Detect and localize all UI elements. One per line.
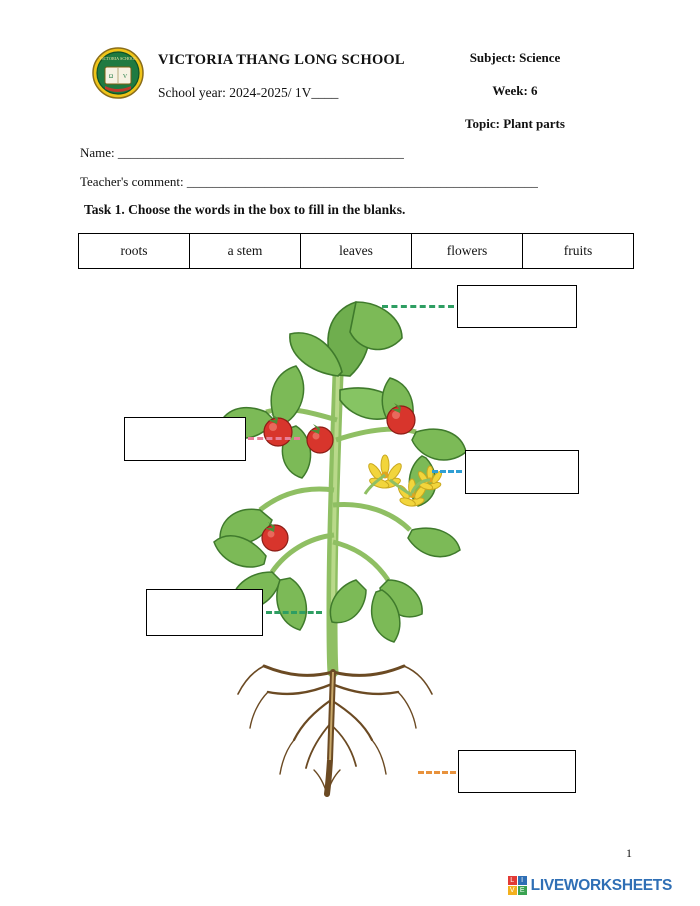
tomato-plant-illustration xyxy=(180,280,510,800)
liveworksheets-logo xyxy=(508,876,672,895)
page-number: 1 xyxy=(626,846,632,860)
teacher-comment-field[interactable] xyxy=(80,174,538,190)
week-label: Week: 6 xyxy=(492,83,538,98)
connector-line-top xyxy=(382,305,454,308)
tile-v: V xyxy=(508,886,517,895)
word-bank-cell-leaves[interactable]: leaves xyxy=(301,234,412,269)
answer-box-left-lower[interactable] xyxy=(146,589,263,636)
liveworksheets-tiles-icon xyxy=(508,876,527,895)
word-bank-table xyxy=(78,233,634,269)
name-field[interactable] xyxy=(80,145,404,161)
worksheet-header xyxy=(80,40,625,150)
svg-text:Ω: Ω xyxy=(108,74,114,80)
name-label: Name: xyxy=(80,145,118,160)
svg-text:V: V xyxy=(122,74,128,80)
school-year: School year: 2024-2025/ 1V____ xyxy=(158,85,339,100)
tile-l: L xyxy=(508,876,517,885)
answer-box-left-upper[interactable] xyxy=(124,417,246,461)
liveworksheets-wordmark: LIVEWORKSHEETS xyxy=(530,876,672,894)
connector-line-left-lower xyxy=(266,611,322,614)
word-bank-cell-roots[interactable]: roots xyxy=(79,234,190,269)
school-crest-icon xyxy=(92,47,144,99)
word-bank-cell-a-stem[interactable]: a stem xyxy=(190,234,301,269)
svg-text:VICTORIA SCHOOL: VICTORIA SCHOOL xyxy=(99,56,137,61)
word-bank-cell-fruits[interactable]: fruits xyxy=(523,234,634,269)
answer-box-bottom[interactable] xyxy=(458,750,576,793)
connector-line-right xyxy=(432,470,462,473)
connector-line-bottom xyxy=(418,771,456,774)
topic-label: Topic: Plant parts xyxy=(465,116,565,131)
word-bank-cell-flowers[interactable]: flowers xyxy=(412,234,523,269)
comment-label: Teacher's comment: xyxy=(80,174,187,189)
subject-label: Subject: Science xyxy=(469,50,561,65)
school-name: VICTORIA THANG LONG SCHOOL xyxy=(158,52,405,68)
answer-box-right[interactable] xyxy=(465,450,579,494)
tile-e: E xyxy=(518,886,527,895)
task-instruction: Task 1. Choose the words in the box to fill in the blanks. xyxy=(84,202,406,217)
table-row xyxy=(79,234,634,269)
connector-line-left-upper xyxy=(248,437,300,440)
comment-rule: ______________________________________________________ xyxy=(186,174,538,189)
tile-i: I xyxy=(518,876,527,885)
answer-box-top[interactable] xyxy=(457,285,577,328)
header-meta xyxy=(405,50,625,149)
name-rule: ____________________________________________ xyxy=(117,145,404,160)
